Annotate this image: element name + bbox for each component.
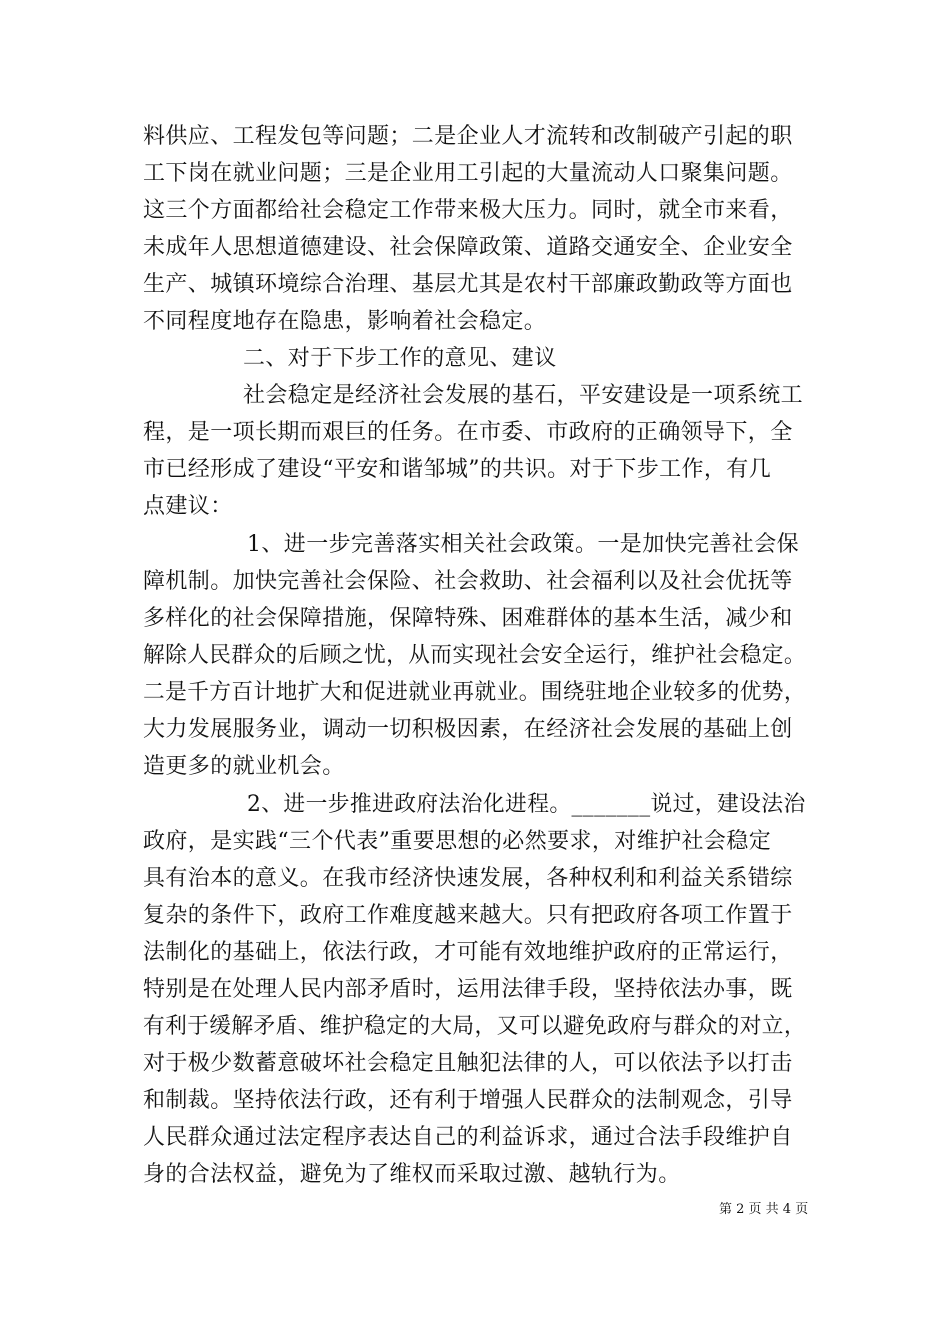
- text-line: 政府，是实践“三个代表”重要思想的必然要求，对维护社会稳定: [143, 829, 772, 854]
- text-line: 2、进一步推进政府法治化进程。_______说过，建设法治: [247, 792, 806, 817]
- text-line: 大力发展服务业，调动一切积极因素，在经济社会发展的基础上创: [143, 717, 793, 742]
- text-line: 社会稳定是经济社会发展的基石，平安建设是一项系统工: [243, 383, 804, 408]
- text-line: 程，是一项长期而艰巨的任务。在市委、市政府的正确领导下，全: [143, 420, 793, 445]
- text-line: 这三个方面都给社会稳定工作带来极大压力。同时，就全市来看，: [143, 198, 793, 223]
- text-line: 和制裁。坚持依法行政，还有利于增强人民群众的法制观念，引导: [143, 1088, 793, 1113]
- page-number: 第 2 页 共 4 页: [719, 1202, 809, 1217]
- text-line: 工下岗在就业问题；三是企业用工引起的大量流动人口聚集问题。: [143, 161, 793, 186]
- text-line: 特别是在处理人民内部矛盾时，运用法律手段，坚持依法办事，既: [143, 977, 793, 1002]
- section-heading: 二、对于下步工作的意见、建议: [243, 346, 557, 371]
- text-line: 市已经形成了建设“平安和谐邹城”的共识。对于下步工作，有几: [143, 457, 772, 482]
- text-line: 生产、城镇环境综合治理、基层尤其是农村干部廉政勤政等方面也: [143, 272, 793, 297]
- text-line: 复杂的条件下，政府工作难度越来越大。只有把政府各项工作置于: [143, 903, 793, 928]
- text-line: 点建议：: [143, 494, 233, 519]
- text-line: 解除人民群众的后顾之忧，从而实现社会安全运行，维护社会稳定。: [143, 643, 807, 668]
- text-line: 对于极少数蓄意破坏社会稳定且触犯法律的人，可以依法予以打击: [143, 1051, 793, 1076]
- text-line: 料供应、工程发包等问题；二是企业人才流转和改制破产引起的职: [143, 124, 793, 149]
- text-line: 造更多的就业机会。: [143, 754, 345, 779]
- text-line: 有利于缓解矛盾、维护稳定的大局，又可以避免政府与群众的对立，: [143, 1014, 807, 1039]
- text-line: 身的合法权益，避免为了维权而采取过激、越轨行为。: [143, 1162, 681, 1187]
- text-line: 不同程度地存在隐患，影响着社会稳定。: [143, 309, 547, 334]
- text-line: 二是千方百计地扩大和促进就业再就业。围绕驻地企业较多的优势，: [143, 680, 807, 705]
- text-line: 多样化的社会保障措施，保障特殊、困难群体的基本生活，减少和: [143, 606, 793, 631]
- text-line: 法制化的基础上，依法行政，才可能有效地维护政府的正常运行，: [143, 940, 793, 965]
- text-line: 1、进一步完善落实相关社会政策。一是加快完善社会保: [247, 532, 799, 557]
- text-line: 具有治本的意义。在我市经济快速发展，各种权利和利益关系错综: [143, 866, 793, 891]
- text-line: 障机制。加快完善社会保险、社会救助、社会福利以及社会优抚等: [143, 569, 793, 594]
- text-line: 人民群众通过法定程序表达自己的利益诉求，通过合法手段维护自: [143, 1125, 793, 1150]
- text-line: 未成年人思想道德建设、社会保障政策、道路交通安全、企业安全: [143, 235, 793, 260]
